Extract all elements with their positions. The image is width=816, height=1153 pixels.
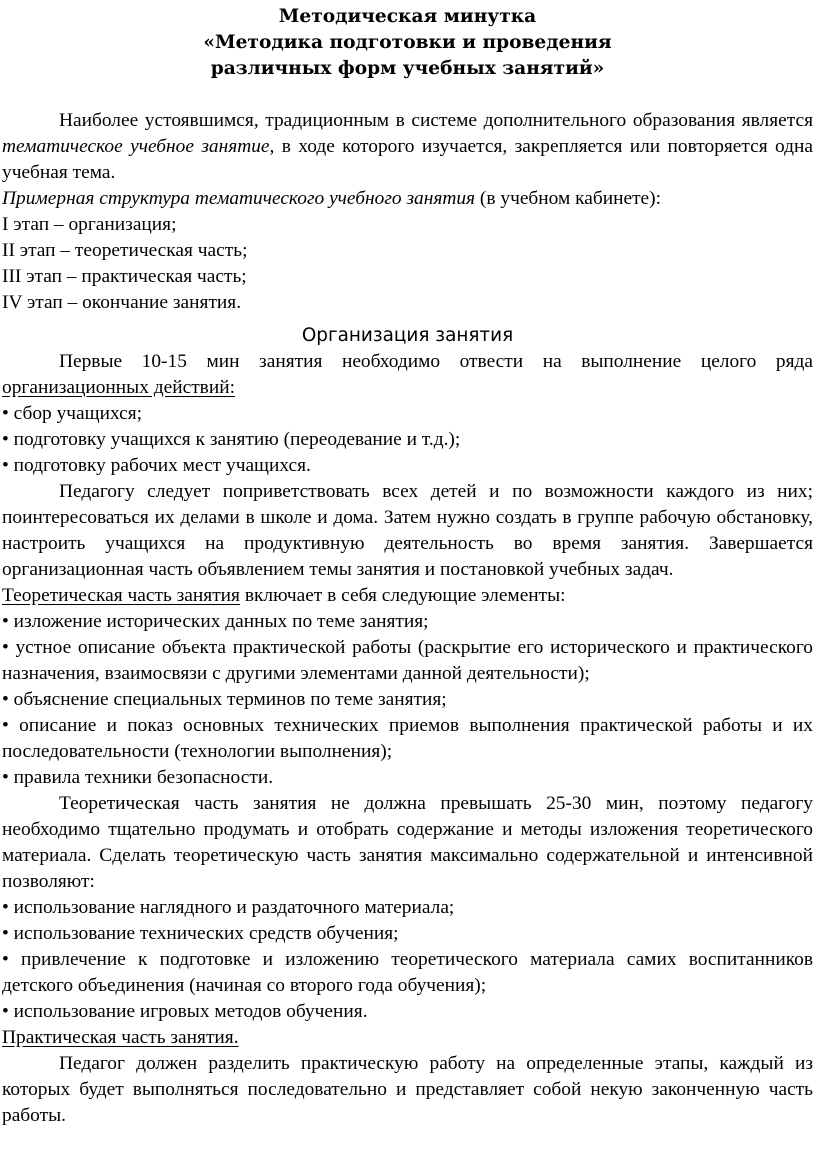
structure-rest: (в учебном кабинете): — [475, 188, 661, 209]
practice-underlined: Практическая часть занятия. — [2, 1027, 239, 1048]
stage-item: IV этап – окончание занятия. — [2, 292, 242, 313]
list-item: • использование технических средств обучения; — [2, 923, 399, 944]
theory-heading — [2, 583, 813, 609]
list-item: • сбор учащихся; — [2, 403, 142, 424]
structure-emphasis: Примерная структура тематического учебного занятия — [2, 188, 476, 209]
list-item: • правила техники безопасности. — [2, 767, 274, 788]
practice-heading — [2, 1025, 813, 1051]
structure-heading — [2, 186, 813, 212]
theory-paragraph-2: Теоретическая часть занятия не должна превышать 25-30 мин, поэтому педагогу необходимо тщательно продумать и отобрать содержание и методы изложения теоретического материала. Сделать теоретическую часть занятия максимально содержательной и интенсивной позволяют: — [2, 793, 813, 892]
list-item: • подготовку рабочих мест учащихся. — [2, 455, 311, 476]
list-item: • устное описание объекта практической работы (раскрытие его исторического и практического назначения, взаимосвязи с другими элементами данной деятельности); — [2, 637, 813, 684]
list-item: • изложение исторических данных по теме занятия; — [2, 611, 429, 632]
stage-item: I этап – организация; — [2, 214, 177, 235]
list-item: • использование игровых методов обучения. — [2, 1001, 368, 1022]
title-line-1: Методическая минутка — [278, 6, 537, 27]
intro-paragraph — [2, 108, 813, 186]
list-item: • подготовку учащихся к занятию (переодевание и т.д.); — [2, 429, 461, 450]
stage-item: II этап – теоретическая часть; — [2, 240, 248, 261]
organization-paragraph-1 — [2, 349, 813, 401]
intro-text-2: в ходе которого изучается, закрепляется или повторяется одна учебная тема. — [2, 136, 813, 183]
list-item: • объяснение специальных терминов по теме занятия; — [2, 689, 447, 710]
intro-emphasis: тематическое учебное занятие, — [2, 136, 275, 157]
theory-underlined: Теоретическая часть занятия — [2, 585, 240, 606]
stage-item: III этап – практическая часть; — [2, 266, 247, 287]
organization-paragraph-2: Педагогу следует поприветствовать всех детей и по возможности каждого из них; поинтересоваться их делами в школе и дома. Затем нужно создать в группе рабочую обстановку, настроить учащихся на продуктивную деятельность во время занятия. Завершается организационная часть объявлением темы занятия и постановкой учебных задач. — [2, 481, 813, 580]
intro-text-1: Наиболее устоявшимся, традиционным в системе дополнительного образования является — [59, 110, 813, 131]
organization-underlined: организационных действий: — [2, 377, 235, 398]
list-item: • привлечение к подготовке и изложению теоретического материала самих воспитанников детского объединения (начиная со второго года обучения); — [2, 949, 813, 996]
title-line-3: различных форм учебных занятий» — [210, 58, 605, 79]
theory-rest: включает в себя следующие элементы: — [239, 585, 566, 606]
title-line-2: «Методика подготовки и проведения — [203, 32, 612, 53]
practice-paragraph: Педагог должен разделить практическую работу на определенные этапы, каждый из которых будет выполняться последовательно и представляет собой некую законченную часть работы. — [2, 1053, 813, 1126]
section-heading-organization: Организация занятия — [301, 325, 514, 346]
document-title — [2, 4, 813, 82]
list-item: • описание и показ основных технических приемов выполнения практической работы и их последовательности (технологии выполнения); — [2, 715, 813, 762]
list-item: • использование наглядного и раздаточного материала; — [2, 897, 455, 918]
organization-text: Первые 10-15 мин занятия необходимо отвести на выполнение целого ряда — [59, 351, 813, 372]
